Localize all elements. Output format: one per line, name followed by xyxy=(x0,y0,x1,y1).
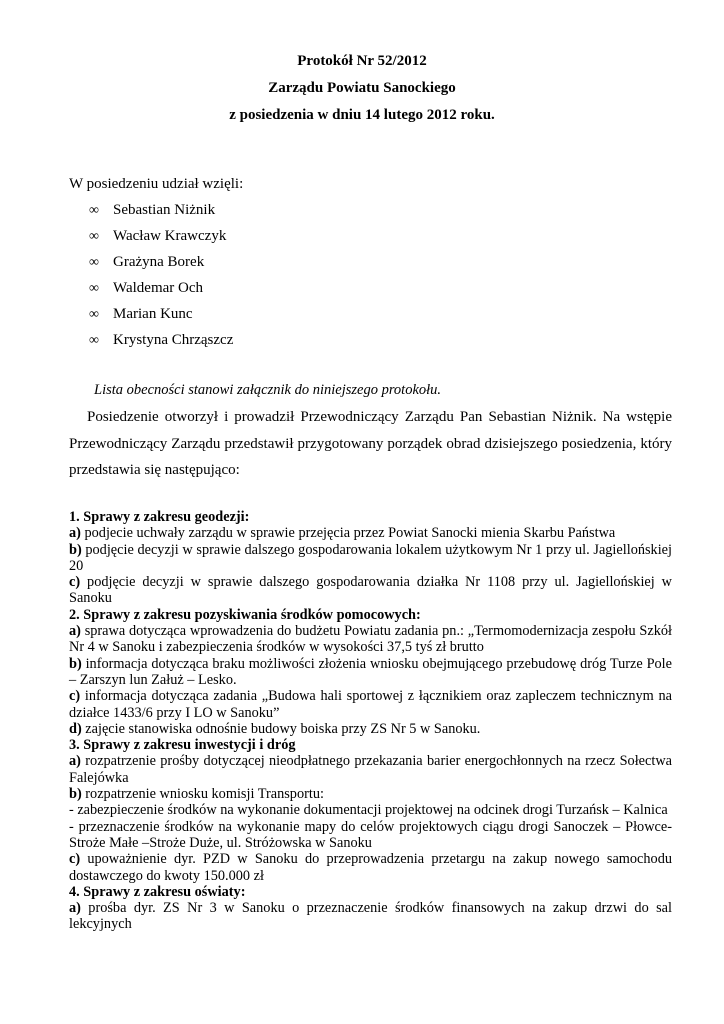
list-item xyxy=(89,254,204,271)
item-text: sprawa dotycząca wprowadzenia do budżetu Powiatu zadania pn.: „Termomodernizacja zespołu Szkół Nr 4 w Sanoku i zabezpieczenia środków w wysokości 37,5 tyś zł brutto xyxy=(69,623,672,656)
list-item xyxy=(89,202,215,219)
item-text: podjecie uchwały zarządu w sprawie przejęcia przez Powiat Sanocki mienia Skarbu Państwa xyxy=(80,525,616,542)
agenda-section-heading: 1. Sprawy z zakresu geodezji: xyxy=(69,509,250,525)
infinity-bullet-icon: ∞ xyxy=(89,229,99,244)
item-text: podjęcie decyzji w sprawie dalszego gospodarowania lokalem użytkowym Nr 1 przy ul. Jagiellońskiej 20 xyxy=(69,541,672,574)
item-label: c) xyxy=(69,851,81,868)
item-label: c) xyxy=(69,574,81,591)
agenda-item xyxy=(69,721,672,737)
item-label: a) xyxy=(69,900,81,917)
agenda-subitem: - zabezpieczenie środków na wykonanie dokumentacji projektowej na odcinek drogi Turzańsk – Kalnica xyxy=(69,802,668,819)
item-label: a) xyxy=(69,623,81,640)
attendee-name: Wacław Krawczyk xyxy=(113,228,227,244)
agenda-item xyxy=(69,900,672,933)
list-item xyxy=(89,306,193,323)
opening-paragraph xyxy=(69,404,672,484)
item-text: podjęcie decyzji w sprawie dalszego gospodarowania działka Nr 1108 przy ul. Jagiellońskiej w Sanoku xyxy=(69,574,672,607)
agenda-item xyxy=(69,542,672,575)
item-label: b) xyxy=(69,655,82,672)
agenda-item xyxy=(69,623,672,656)
attendance-intro: W posiedzeniu udział wzięli: xyxy=(69,176,244,192)
agenda-item xyxy=(69,656,672,689)
agenda xyxy=(69,509,672,933)
item-text: prośba dyr. ZS Nr 3 w Sanoku o przeznaczenie środków finansowych na zakup drzwi do sal lekcyjnych xyxy=(69,900,672,933)
infinity-bullet-icon: ∞ xyxy=(89,333,99,348)
item-label: a) xyxy=(69,753,81,770)
item-label: b) xyxy=(69,786,82,803)
list-item xyxy=(89,280,203,297)
item-label: c) xyxy=(69,688,81,705)
item-text: rozpatrzenie prośby dotyczącej nieodpłatnego przekazania barier energochłonnych na rzecz Sołectwa Falejówka xyxy=(69,753,672,786)
attendee-name: Marian Kunc xyxy=(113,306,193,322)
agenda-item xyxy=(69,574,672,607)
board-name: Zarządu Powiatu Sanockiego xyxy=(268,80,456,96)
item-text: rozpatrzenie wniosku komisji Transportu: xyxy=(81,786,324,803)
agenda-subitem: - przeznaczenie środków na wykonanie mapy do celów projektowych ciągu drogi Sanoczek – Płowce-Stroże Małe –Stroże Duże, ul. Stróżowska w Sanoku xyxy=(69,818,672,851)
item-text: zajęcie stanowiska odnośnie budowy boiska przy ZS Nr 5 w Sanoku. xyxy=(81,720,481,737)
session-date: z posiedzenia w dniu 14 lutego 2012 roku. xyxy=(229,107,495,123)
agenda-item xyxy=(69,753,672,786)
item-text: informacja dotycząca zadania „Budowa hali sportowej z łącznikiem oraz zapleczem technicznym na działce 1433/6 przy I LO w Sanoku” xyxy=(69,688,672,721)
item-label: b) xyxy=(69,541,82,558)
infinity-bullet-icon: ∞ xyxy=(89,307,99,322)
agenda-section-heading: 3. Sprawy z zakresu inwestycji i dróg xyxy=(69,737,296,754)
agenda-item xyxy=(69,786,672,802)
item-label: a) xyxy=(69,525,81,542)
agenda-section-heading: 2. Sprawy z zakresu pozyskiwania środków pomocowych: xyxy=(69,606,421,623)
list-item xyxy=(89,332,233,349)
item-text: informacja dotycząca braku możliwości złożenia wniosku obejmującego przebudowę dróg Turze Pole – Zarszyn lun Załuż – Lesko. xyxy=(69,655,672,688)
agenda-item xyxy=(69,525,672,541)
attendee-name: Waldemar Och xyxy=(113,280,203,296)
agenda-item xyxy=(69,688,672,721)
attendance-note: Lista obecności stanowi załącznik do niniejszego protokołu. xyxy=(94,382,442,398)
item-text: upoważnienie dyr. PZD w Sanoku do przeprowadzenia przetargu na zakup nowego samochodu dostawczego do kwoty 150.000 zł xyxy=(69,851,672,884)
infinity-bullet-icon: ∞ xyxy=(89,203,99,218)
protocol-number: Protokół Nr 52/2012 xyxy=(297,53,427,69)
infinity-bullet-icon: ∞ xyxy=(89,281,99,296)
agenda-section-heading: 4. Sprawy z zakresu oświaty: xyxy=(69,883,246,900)
attendee-name: Grażyna Borek xyxy=(113,254,205,270)
agenda-item xyxy=(69,851,672,884)
attendee-name: Sebastian Niżnik xyxy=(113,202,216,218)
opening-text: Posiedzenie otworzył i prowadził Przewodniczący Zarządu Pan Sebastian Niżnik. Na wstępie Przewodniczący Zarządu przedstawił przygotowany porządek obrad dzisiejszego posiedzenia, który przedstawia się następująco: xyxy=(69,409,672,478)
item-label: d) xyxy=(69,720,82,737)
infinity-bullet-icon: ∞ xyxy=(89,255,99,270)
attendee-name: Krystyna Chrząszcz xyxy=(113,332,234,348)
list-item xyxy=(89,228,226,245)
